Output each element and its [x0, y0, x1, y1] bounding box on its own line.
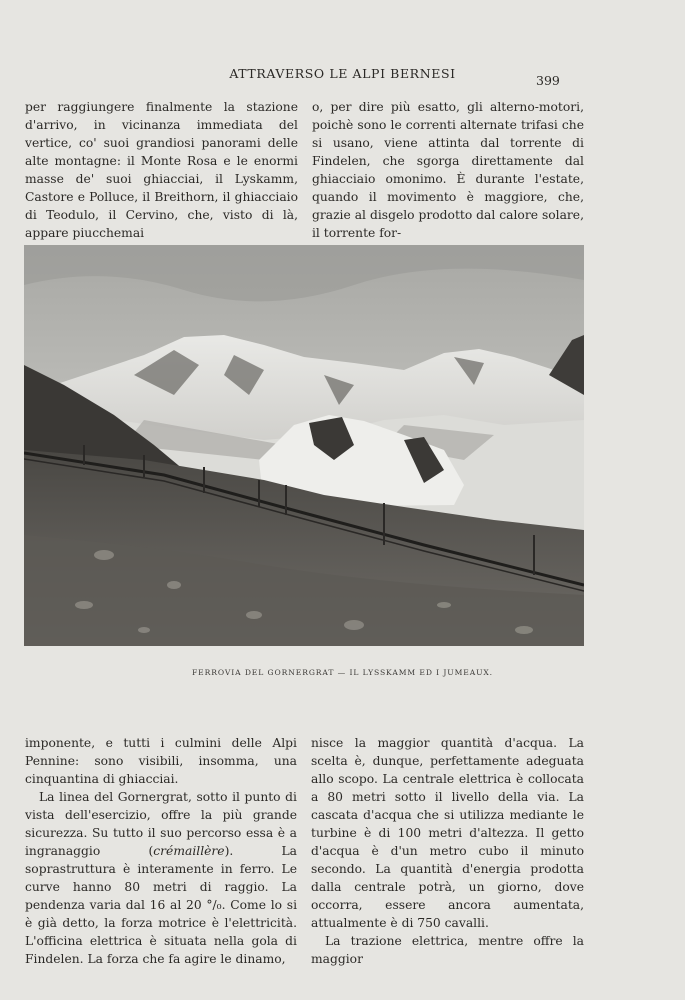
bottom-left-paragraph-1: imponente, e tutti i culmini delle Alpi Pennine: sono visibili, insomma, una cinquantina di ghiacciai. — [25, 736, 297, 786]
mountain-railway-photograph — [24, 245, 584, 646]
bottom-right-column — [311, 734, 584, 968]
top-right-paragraph: o, per dire più esatto, gli alterno-motori, poichè sono le correnti alternate trifasi che si usano, viene attinta dal torrente di Findelen, che sgorga direttamente dal ghiacciaio omonimo. È durante l'estate, quando il movimento è maggiore, che, grazie al disgelo prodotto dal calore solare, il torrente for- — [312, 100, 584, 240]
running-title: ATTRAVERSO LE ALPI BERNESI — [229, 66, 456, 81]
top-left-column — [25, 98, 298, 242]
bottom-left-paragraph-2 — [25, 788, 297, 968]
figure-caption: FERROVIA DEL GORNERGRAT — IL LYSSKAMM ED I JUMEAUX. — [192, 668, 493, 677]
page-number: 399 — [536, 73, 560, 88]
bottom-right-paragraph-1: nisce la maggior quantità d'acqua. La scelta è, dunque, perfettamente adeguata allo scopo. La centrale elettrica è collocata a 80 metri sotto il livello della via. La cascata d'acqua che si utilizza mediante le turbine è di 100 metri d'altezza. Il getto d'acqua è d'un metro cubo il minuto secondo. La quantità d'energia prodotta dalla centrale potrà, un giorno, dove occorra, essere ancora aumentata, attualmente è di 750 cavalli. — [311, 736, 584, 930]
paragraph-text: La linea del Gornergrat, sotto il punto di vista dell'esercizio, offre la più grande sicurezza. Su tutto il suo percorso essa è a ingranaggio ( — [25, 790, 297, 858]
top-left-paragraph: per raggiungere finalmente la stazione d'arrivo, in vicinanza immediata del vertice, co' suoi grandiosi panorami delle alte montagne: il Monte Rosa e le enormi masse de' suoi ghiacciai, il Lyskamm, Castore e Polluce, il Breithorn, il ghiacciaio di Teodulo, il Cervino, che, visto di là, appare piucchemai — [25, 100, 298, 240]
paragraph-text: ). La soprastruttura è interamente in ferro. Le curve hanno 80 metri di raggio. La pendenza varia dal 16 al 20 °/₀. Come lo si è già detto, la forza motrice è l'elettricità. L'officina elettrica è situata nella gola di Findelen. La forza che fa agire le dinamo, — [25, 844, 297, 966]
italic-term: crémaillère — [153, 844, 225, 858]
top-right-column — [312, 98, 584, 242]
bottom-right-paragraph-2: La trazione elettrica, mentre offre la maggior — [311, 934, 584, 966]
bottom-left-column — [25, 734, 297, 968]
